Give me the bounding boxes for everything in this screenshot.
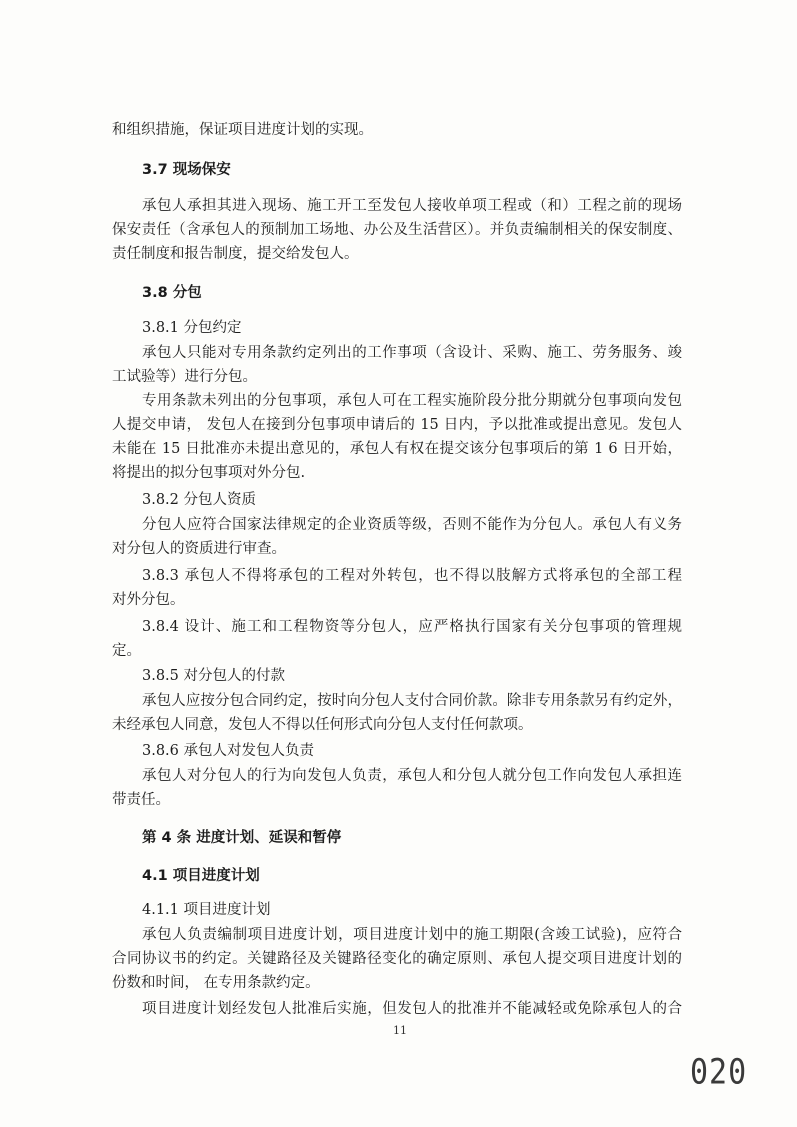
paragraph-line: 未经承包人同意，发包人不得以任何形式向分包人支付任何款项。 [112, 717, 533, 733]
paragraph-line: 承包人负责编制项目进度计划，项目进度计划中的施工期限(含竣工试验)，应符合 [142, 927, 682, 943]
subsection-heading: 4.1.1 项目进度计划 [142, 902, 271, 918]
paragraph-line: 承包人应按分包合同约定，按时向分包人支付合同价款。除非专用条款另有约定外， [142, 693, 682, 709]
paragraph-line: 分包人应符合国家法律规定的企业资质等级，否则不能作为分包人。承包人有义务 [142, 517, 682, 533]
article-heading: 第 4 条 进度计划、延误和暂停 [142, 830, 342, 846]
paragraph-line: 工试验等）进行分包。 [112, 369, 257, 385]
paragraph-line: 3.8.4 设计、施工和工程物资等分包人，应严格执行国家有关分包事项的管理规 [142, 619, 682, 635]
paragraph-line: 合同协议书的约定。关键路径及关键路径变化的确定原则、承包人提交项目进度计划的 [112, 951, 682, 967]
page-number: 11 [393, 1024, 407, 1037]
paragraph-line: 保安责任（含承包人的预制加工场地、办公及生活营区）。并负责编制相关的保安制度、 [112, 222, 682, 238]
section-heading: 3.8 分包 [142, 285, 202, 301]
paragraph-line: 专用条款未列出的分包事项，承包人可在工程实施阶段分批分期就分包事项向发包 [142, 393, 682, 409]
paragraph-line: 承包人只能对专用条款约定列出的工作事项（含设计、采购、施工、劳务服务、竣 [142, 345, 682, 361]
subsection-heading: 3.8.1 分包约定 [142, 320, 242, 336]
paragraph-line: 带责任。 [112, 792, 170, 808]
paragraph-line: 项目进度计划经发包人批准后实施，但发包人的批准并不能减轻或免除承包人的合 [142, 1001, 682, 1017]
section-heading: 4.1 项目进度计划 [142, 868, 260, 884]
paragraph-line: 承包人对分包人的行为向发包人负责，承包人和分包人就分包工作向发包人承担连 [142, 768, 682, 784]
section-heading: 3.7 现场保安 [142, 162, 231, 178]
paragraph-line: 人提交申请， 发包人在接到分包事项申请后的 15 日内，予以批准或提出意见。发包人 [112, 417, 682, 433]
paragraph-line: 未能在 15 日批准亦未提出意见的，承包人有权在提交该分包事项后的第 1 6 日开始， [112, 441, 682, 457]
paragraph-line: 对分包人的资质进行审查。 [112, 541, 286, 557]
paragraph-line: 和组织措施，保证项目进度计划的实现。 [112, 122, 373, 138]
paragraph-line: 定。 [112, 643, 141, 659]
paragraph-line: 将提出的拟分包事项对外分包. [112, 465, 306, 481]
subsection-heading: 3.8.2 分包人资质 [142, 492, 257, 508]
paragraph-line: 承包人承担其进入现场、施工开工至发包人接收单项工程或（和）工程之前的现场 [142, 198, 682, 214]
subsection-heading: 3.8.6 承包人对发包人负责 [142, 743, 315, 759]
paragraph-line: 对外分包。 [112, 592, 185, 608]
subsection-heading: 3.8.5 对分包人的付款 [142, 668, 286, 684]
paragraph-line: 3.8.3 承包人不得将承包的工程对外转包，也不得以肢解方式将承包的全部工程 [142, 568, 682, 584]
paragraph-line: 份数和时间， 在专用条款约定。 [112, 975, 320, 991]
handwritten-sheet-number: 020 [690, 1052, 748, 1093]
paragraph-line: 责任制度和报告制度，提交给发包人。 [112, 246, 359, 262]
